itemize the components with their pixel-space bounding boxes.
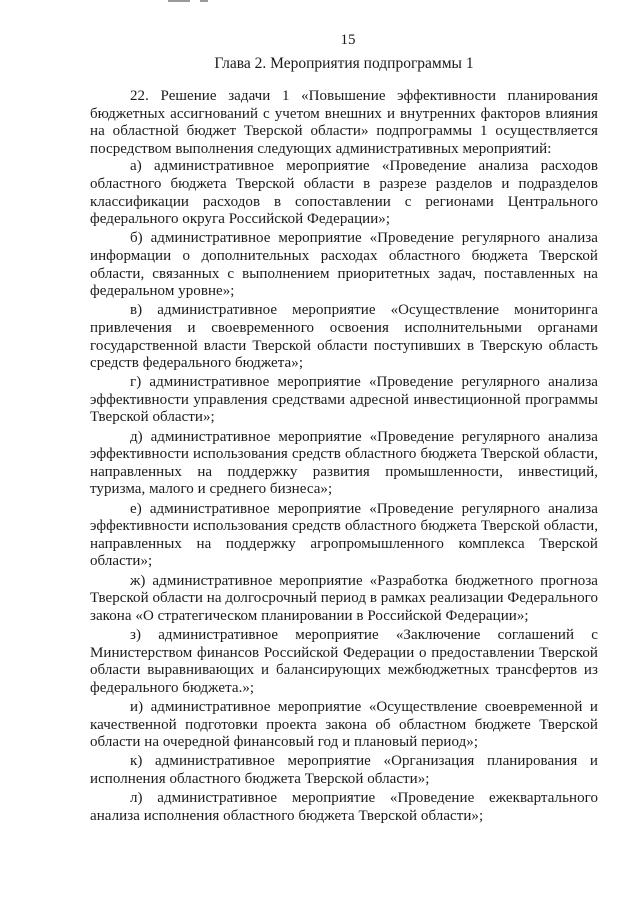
list-item-zh: ж) административное мероприятие «Разработка бюджетного прогноза Тверской области на долгосрочный период в рамках реализации Федерального закона «О стратегическом планировании в Российской Федерации»;: [90, 572, 598, 624]
chapter-title: Глава 2. Мероприятия подпрограммы 1: [214, 55, 474, 72]
scan-artifact: [168, 0, 190, 2]
page-number: 15: [340, 32, 356, 48]
list-item-k: к) административное мероприятие «Организация планирования и исполнения областного бюджета Тверской области»;: [90, 753, 598, 787]
list-item-g: г) административное мероприятие «Проведение регулярного анализа эффективности управления средствами адресной инвестиционной программы Тверской области»;: [90, 374, 598, 426]
scan-artifact: [200, 0, 208, 2]
list-item-e: е) административное мероприятие «Проведение регулярного анализа эффективности использования средств областного бюджета Тверской области, направленных на поддержку агропромышленного комплекса Тверской области»;: [90, 500, 598, 570]
list-item-i: и) административное мероприятие «Осуществление своевременной и качественной подготовки проекта закона об областном бюджете Тверской области на очередной финансовый год и плановый период»;: [90, 698, 598, 751]
document-page: [90, 30, 598, 827]
list-item-a: а) административное мероприятие «Проведение анализа расходов областного бюджета Тверской области в разрезе разделов и подразделов классификации расходов в сопоставлении с регионами Центрального федерального округа Российской Федерации»;: [90, 158, 598, 228]
list-item-b: б) административное мероприятие «Проведение регулярного анализа информации о дополнительных расходах областного бюджета Тверской области, связанных с выполнением приоритетных задач, поставленных на федеральном уровне»;: [90, 230, 598, 300]
intro-paragraph: 22. Решение задачи 1 «Повышение эффективности планирования бюджетных ассигнований с учетом внешних и внутренних факторов влияния на областной бюджет Тверской области» подпрограммы 1 осуществляется посредством выполнения следующих административных мероприятий:: [90, 88, 598, 157]
list-item-z: з) административное мероприятие «Заключение соглашений с Министерством финансов Российской Федерации о предоставлении Тверской области выравнивающих и балансирующих межбюджетных трансфертов из федерального бюджета.»;: [90, 626, 598, 696]
list-item-d: д) административное мероприятие «Проведение регулярного анализа эффективности использования средств областного бюджета Тверской области, направленных на поддержку развития промышленности, инвестиций, туризма, малого и среднего бизнеса»;: [90, 428, 598, 498]
list-item-l: л) административное мероприятие «Проведение ежеквартального анализа исполнения областного бюджета Тверской области»;: [90, 790, 598, 824]
list-item-v: в) административное мероприятие «Осуществление мониторинга привлечения и своевременного освоения исполнительными органами государственной власти Тверской области поступивших в Тверскую область средств федерального бюджета»;: [90, 302, 598, 372]
